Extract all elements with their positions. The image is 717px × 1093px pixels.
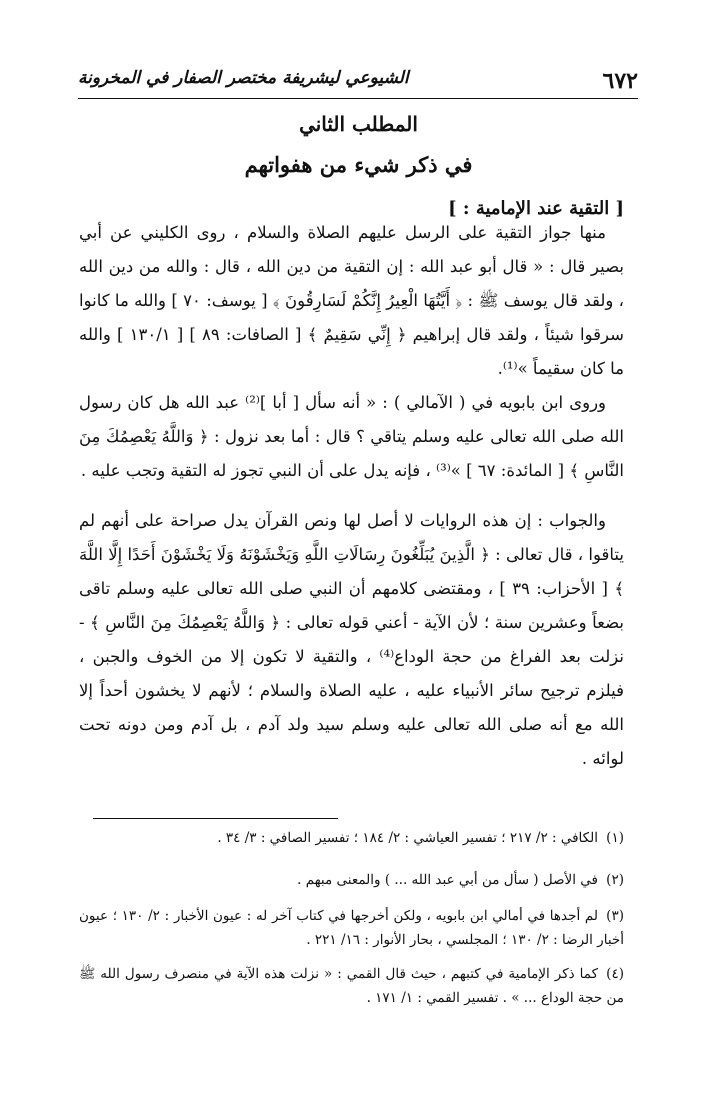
footnote-text: كما ذكر الإمامية في كتبهم ، حيث قال القمي : « نزلت هذه الآية في منصرف رسول الله ﷺ من حجة الوداع ... » . تفسير القمي : ١/ ١٧١ . (79, 966, 624, 1006)
footnote-text: في الأصل ( سأل من أبي عبد الله ... ) والمعنى مبهم . (297, 872, 598, 888)
footnote (79, 904, 624, 952)
footnote-number: (١) (606, 830, 624, 846)
paragraph-taqiyya-rusul: منها جواز التقية على الرسل عليهم الصلاة والسلام ، روى الكليني عن أبي بصير قال : « قال أبو عبد الله : إن التقية من دين الله ، قال : والله من دين الله ، ولقد قال يوسف ﷺ : ﴿ أَيَّتُهَا الْعِيرُ إِنَّكُمْ لَسَارِقُونَ ﴾ [ يوسف: ٧٠ ] والله ما كانوا سرقوا شيئاً ، ولقد قال إبراهيم ﴿ إِنِّي سَقِيمٌ ﴾ [ الصافات: ٨٩ ] [ ١٣٠/١ ] والله ما كان سقيماً »⁽¹⁾. (79, 223, 624, 378)
footnote (79, 868, 624, 892)
footnote-text: لم أجدها في أمالي ابن بابويه ، ولكن أخرجها في كتاب آخر له : عيون الأخبار : ٢/ ١٣٠ ؛ عيون أخبار الرضا : ٢/ ١٣٠ ؛ المجلسي ، بحار الأنوار : ١٦/ ٢٢١ . (79, 908, 624, 948)
section-heading: [ التقية عند الإمامية : ] (448, 198, 624, 219)
paragraph-response: والجواب : إن هذه الروايات لا أصل لها ونص القرآن يدل صراحة على أنهم لم يتاقوا ، قال تعالى : ﴿ الَّذِينَ يُبَلِّغُونَ رِسَالَاتِ اللَّهِ وَيَخْشَوْنَهُ وَلَا يَخْشَوْنَ أَحَدًا إِلَّا اللَّهَ ﴾ [ الأحزاب: ٣٩ ] ، ومقتضى كلامهم أن النبي صلى الله تعالى عليه وسلم تاقى بضعاً وعشرين سنة ؛ لأن الآية - أعني قوله تعالى : ﴿ وَاللَّهُ يَعْصِمُكَ مِنَ النَّاسِ ﴾ - نزلت بعد الفراغ من حجة الوداع⁽⁴⁾ ، والتقية لا تكون إلا من الخوف والجبن ، فيلزم ترجيح سائر الأنبياء عليه ، عليه الصلاة والسلام ؛ لأنهم لا يخشون أحداً إلا الله مع أنه صلى الله تعالى عليه وسلم سيد ولد آدم ، بل آدم ومن دونه تحت لوائه . (79, 511, 624, 768)
paragraph-ibn-babawayh: وروى ابن بابويه في ( الآمالي ) : « أنه سأل [ أبا ]⁽²⁾ عبد الله هل كان رسول الله صلى الله تعالى عليه وسلم يتاقي ؟ قال : أما بعد نزول : ﴿ وَاللَّهُ يَعْصِمُكَ مِنَ النَّاسِ ﴾ [ المائدة: ٦٧ ] »⁽³⁾ ، فإنه يدل على أن النبي تجوز له التقية وتجب عليه . (79, 393, 624, 480)
running-header (78, 60, 638, 96)
chapter-title: المطلب الثاني (299, 112, 418, 136)
footnote-separator (93, 818, 338, 819)
footnote (79, 962, 624, 1010)
footnote (79, 826, 624, 850)
running-title: الشيوعي ليشريفة مختصر الصفار في المخرونة (78, 68, 409, 88)
page-number: ٦٧٢ (602, 68, 638, 94)
footnote-number: (٢) (606, 872, 624, 888)
footnote-number: (٤) (606, 966, 624, 982)
footnote-text: الكافي : ٢/ ٢١٧ ؛ تفسير العياشي : ٢/ ١٨٤ ؛ تفسير الصافي : ٣/ ٣٤ . (217, 830, 598, 846)
footnote-number: (٣) (606, 908, 624, 924)
chapter-subtitle: في ذكر شيء من هفواتهم (244, 152, 473, 177)
header-rule (78, 98, 638, 99)
